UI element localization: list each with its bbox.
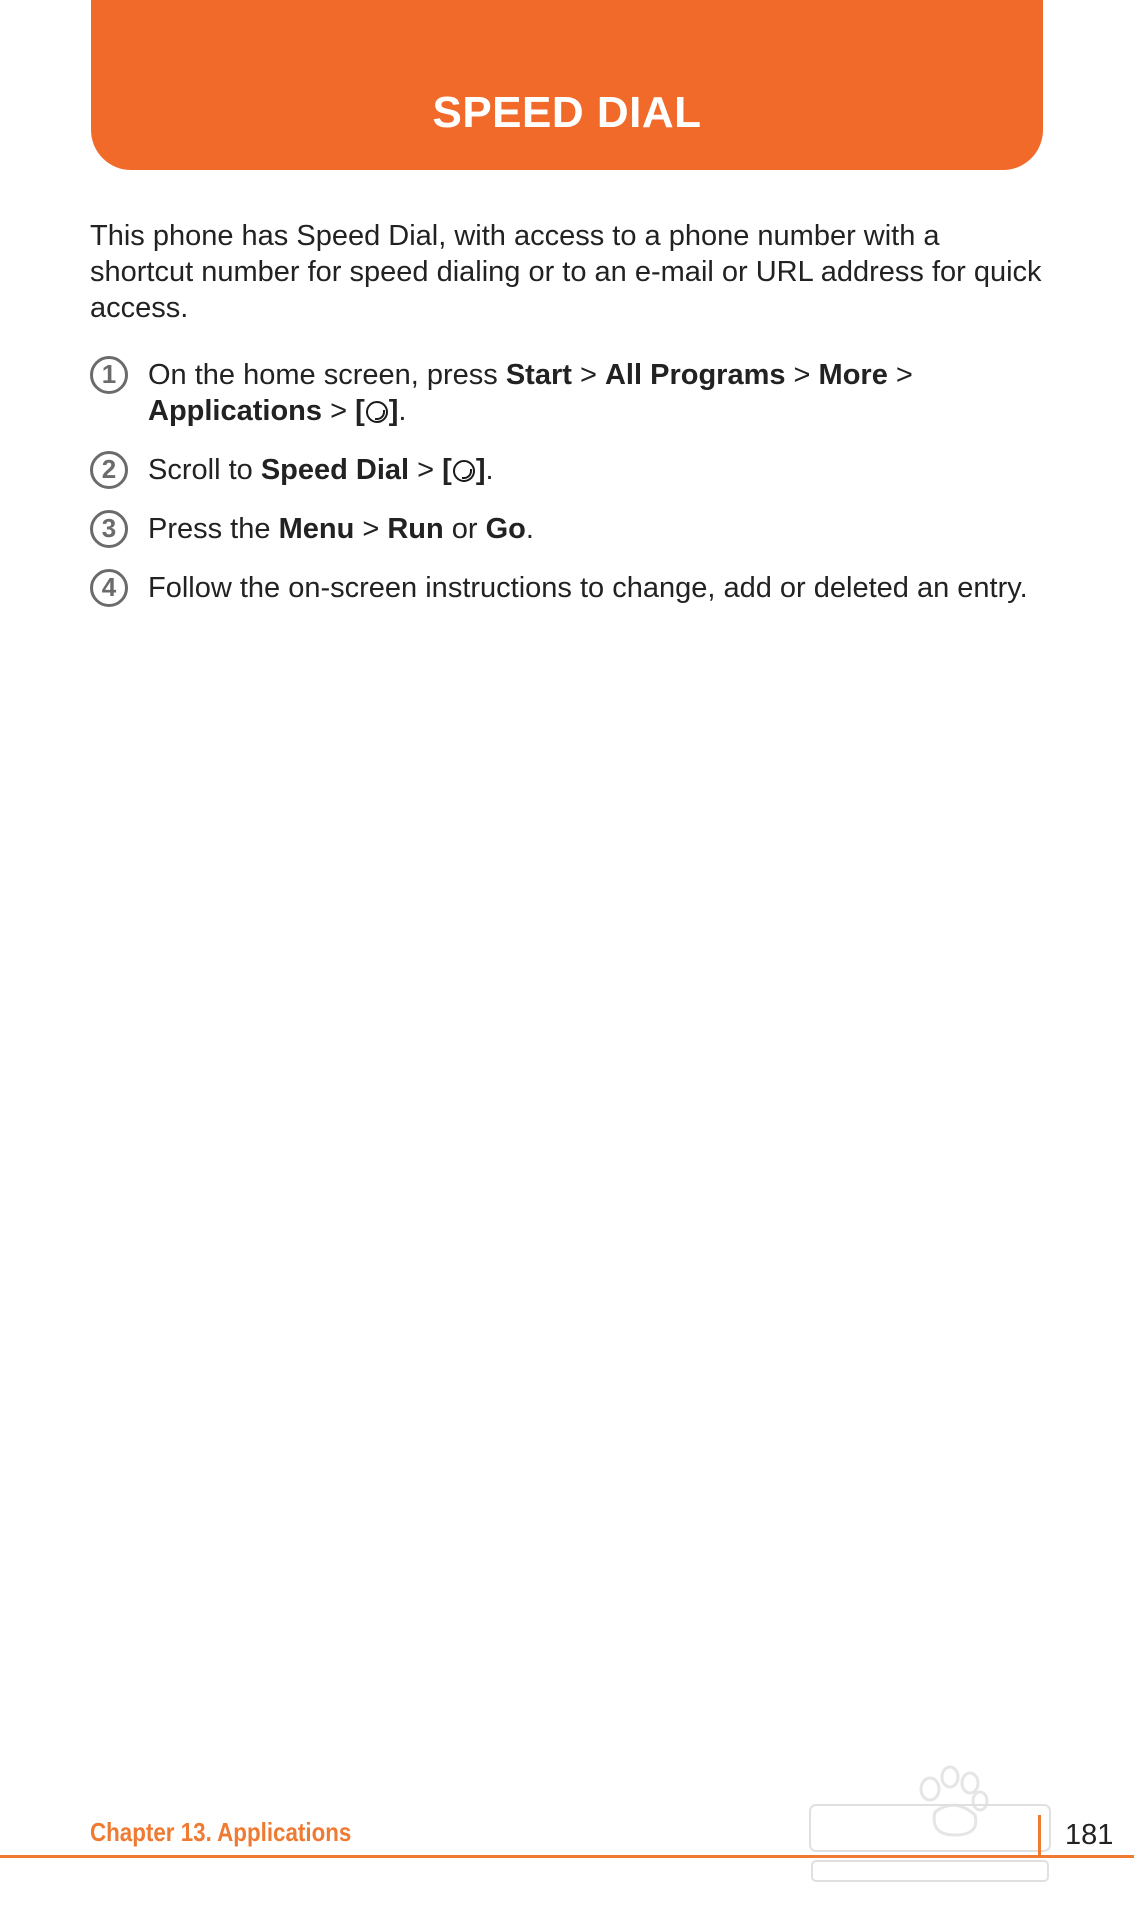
steps-list xyxy=(90,357,1050,629)
bracket-close: ] xyxy=(388,395,399,427)
page-title: SPEED DIAL xyxy=(432,88,702,137)
menu-applications: Applications xyxy=(148,395,323,427)
step-number-badge: 3 xyxy=(90,510,128,548)
period: . xyxy=(485,454,494,486)
conjunction: or xyxy=(443,513,486,545)
separator: > xyxy=(571,359,605,391)
step-number-badge: 1 xyxy=(90,356,128,394)
step-text: Scroll to xyxy=(148,454,261,486)
menu-all-programs: All Programs xyxy=(604,359,786,391)
step-text: Follow the on-screen instructions to change, add or deleted an entry. xyxy=(148,572,1028,604)
baidu-jingyan-watermark-icon xyxy=(800,1757,1070,1887)
menu-more: More xyxy=(818,359,888,391)
separator: > xyxy=(785,359,819,391)
step-1 xyxy=(90,357,1050,429)
step-text: On the home screen, press xyxy=(148,359,506,391)
period: . xyxy=(398,395,407,427)
menu-run: Run xyxy=(387,513,444,545)
menu-menu: Menu xyxy=(278,513,355,545)
step-4 xyxy=(90,570,1050,606)
step-3 xyxy=(90,511,1050,547)
menu-speed-dial: Speed Dial xyxy=(260,454,410,486)
title-banner xyxy=(91,0,1043,170)
step-number-badge: 2 xyxy=(90,451,128,489)
chapter-label: Chapter 13. Applications xyxy=(90,1817,352,1847)
separator: > xyxy=(409,454,443,486)
separator: > xyxy=(354,513,388,545)
period: . xyxy=(525,513,534,545)
step-2 xyxy=(90,452,1050,488)
bracket-open: [ xyxy=(355,395,365,427)
page-number: 181 xyxy=(1065,1819,1114,1851)
ok-key-icon xyxy=(366,401,388,423)
menu-start: Start xyxy=(505,359,572,391)
footer-rule xyxy=(0,1855,1134,1858)
separator: > xyxy=(887,359,913,391)
menu-go: Go xyxy=(485,513,526,545)
bracket-close: ] xyxy=(475,454,486,486)
step-number-badge: 4 xyxy=(90,569,128,607)
ok-key-icon xyxy=(453,460,475,482)
intro-paragraph: This phone has Speed Dial, with access to a phone number with a shortcut number for speed dialing or to an e-mail or URL address for quick access. xyxy=(90,220,1042,324)
separator: > xyxy=(322,395,356,427)
step-text: Press the xyxy=(148,513,279,545)
footer-tick xyxy=(1038,1815,1041,1855)
bracket-open: [ xyxy=(442,454,452,486)
